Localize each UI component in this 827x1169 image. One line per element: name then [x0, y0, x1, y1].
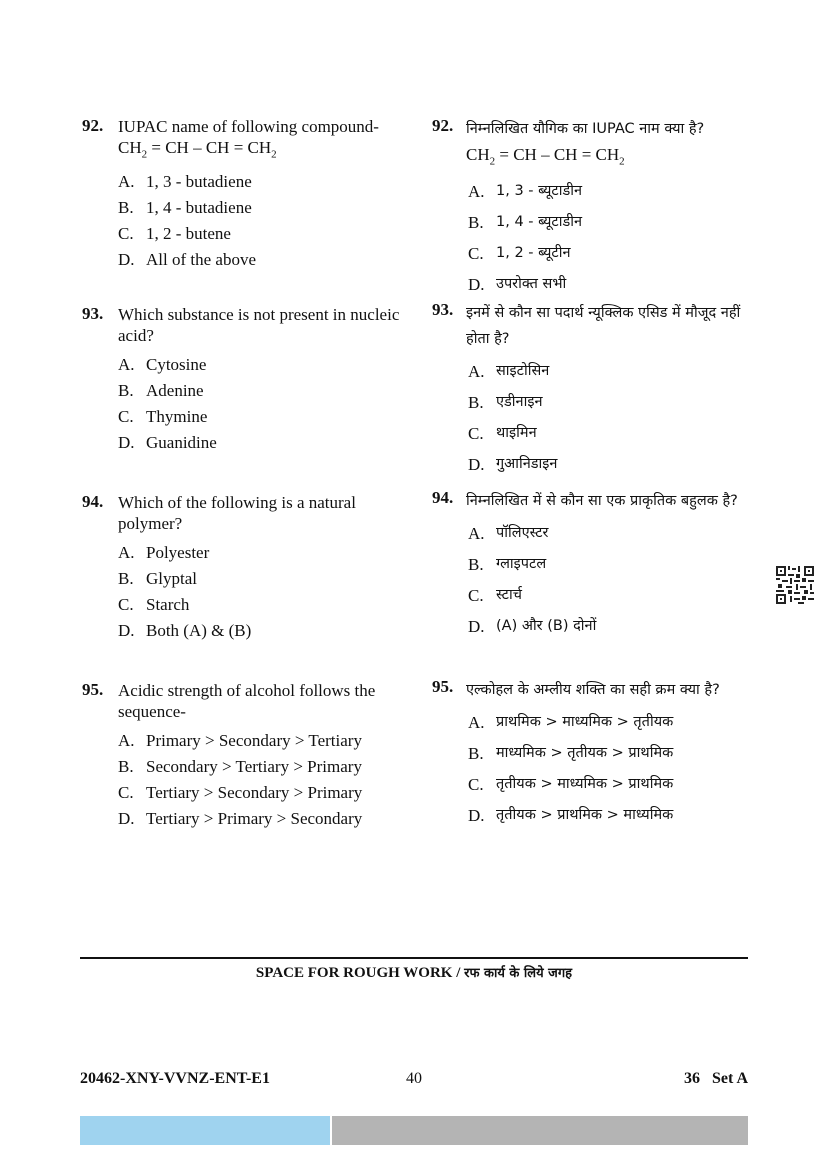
option-a: A. साइटोसिन [468, 362, 550, 381]
page-number: 40 [406, 1070, 422, 1087]
footer [80, 1070, 748, 1092]
option-c: C. Tertiary > Secondary > Primary [118, 783, 363, 802]
option-c: C. थाइमिन [468, 424, 537, 443]
chemical-formula: $CH_2$ = CH – CH = $CH_2$ [118, 138, 277, 161]
question-92-hi [432, 116, 752, 300]
option-d: D. Tertiary > Primary > Secondary [118, 809, 363, 828]
question-text: IUPAC name of following compound- [118, 117, 379, 136]
option-a: A. 1, 3 - ब्यूटाडीन [468, 182, 583, 202]
question-number: 95. [432, 677, 454, 696]
question-text: Which of the following is a natural polymer? [118, 493, 356, 533]
question-94-hi [432, 488, 752, 642]
option-d: D. Guanidine [118, 433, 217, 452]
option-d: D. उपरोक्त सभी [468, 275, 567, 295]
option-a: A. Polyester [118, 543, 210, 562]
option-c: C. स्टार्च [468, 586, 522, 605]
question-95-en [82, 680, 412, 832]
footer-gray-bar [332, 1116, 748, 1145]
option-d: D. All of the above [118, 250, 256, 270]
option-c: C. Thymine [118, 407, 208, 426]
option-b: B. 1, 4 - ब्यूटाडीन [468, 213, 583, 233]
question-text: निम्नलिखित में से कौन सा एक प्राकृतिक बहुलक है? [466, 493, 738, 509]
option-b: B. 1, 4 - butadiene [118, 198, 252, 218]
question-number: 94. [82, 492, 104, 511]
option-c: C. Starch [118, 595, 190, 614]
question-number: 92. [82, 116, 104, 135]
question-number: 93. [432, 300, 454, 319]
question-text: एल्कोहल के अम्लीय शक्ति का सही क्रम क्या है? [466, 682, 720, 698]
rough-work-heading: SPACE FOR ROUGH WORK / रफ कार्य के लिये जगह [255, 965, 573, 981]
question-94-en [82, 492, 412, 644]
option-c: C. 1, 2 - ब्यूटीन [468, 244, 571, 264]
option-d: D. Both (A) & (B) [118, 621, 252, 640]
option-a: A. प्राथमिक > माध्यमिक > तृतीयक [468, 713, 674, 732]
option-d: D. (A) और (B) दोनों [468, 617, 597, 636]
option-d: D. गुआनिडाइन [468, 455, 558, 474]
question-text: इनमें से कौन सा पदार्थ न्यूक्लिक एसिड में मौजूद नहीं होता है? [466, 305, 741, 347]
question-number: 94. [432, 488, 454, 507]
footer-blue-bar [80, 1116, 330, 1145]
option-b: B. एडीनाइन [468, 393, 543, 412]
option-c: C. 1, 2 - butene [118, 224, 231, 244]
paper-code: 20462-XNY-VVNZ-ENT-E1 [80, 1070, 270, 1087]
option-a: A. 1, 3 - butadiene [118, 172, 252, 192]
option-a: A. पॉलिएस्टर [468, 524, 549, 543]
question-95-hi [432, 677, 752, 831]
option-b: B. Glyptal [118, 569, 197, 588]
option-a: A. Cytosine [118, 355, 207, 374]
question-text: Acidic strength of alcohol follows the sequence- [118, 681, 376, 721]
question-text: निम्नलिखित यौगिक का IUPAC नाम क्या है? [466, 121, 705, 137]
question-number: 95. [82, 680, 104, 699]
question-number: 93. [82, 304, 104, 323]
qr-code-icon [776, 566, 814, 604]
question-92-en [82, 116, 412, 273]
option-c: C. तृतीयक > माध्यमिक > प्राथमिक [468, 775, 674, 794]
option-b: B. माध्यमिक > तृतीयक > प्राथमिक [468, 744, 674, 763]
option-b: B. Adenine [118, 381, 204, 400]
option-a: A. Primary > Secondary > Tertiary [118, 731, 362, 750]
question-93-hi [432, 300, 752, 480]
option-d: D. तृतीयक > प्राथमिक > माध्यमिक [468, 806, 674, 825]
chemical-formula: $CH_2$ = CH – CH = $CH_2$ [466, 145, 625, 168]
divider [80, 957, 748, 959]
set-info: 36 Set A [684, 1070, 748, 1087]
question-number: 92. [432, 116, 454, 135]
option-b: B. ग्लाइपटल [468, 555, 547, 574]
question-93-en [82, 304, 412, 456]
question-text: Which substance is not present in nucleic acid? [118, 305, 400, 345]
option-b: B. Secondary > Tertiary > Primary [118, 757, 362, 776]
